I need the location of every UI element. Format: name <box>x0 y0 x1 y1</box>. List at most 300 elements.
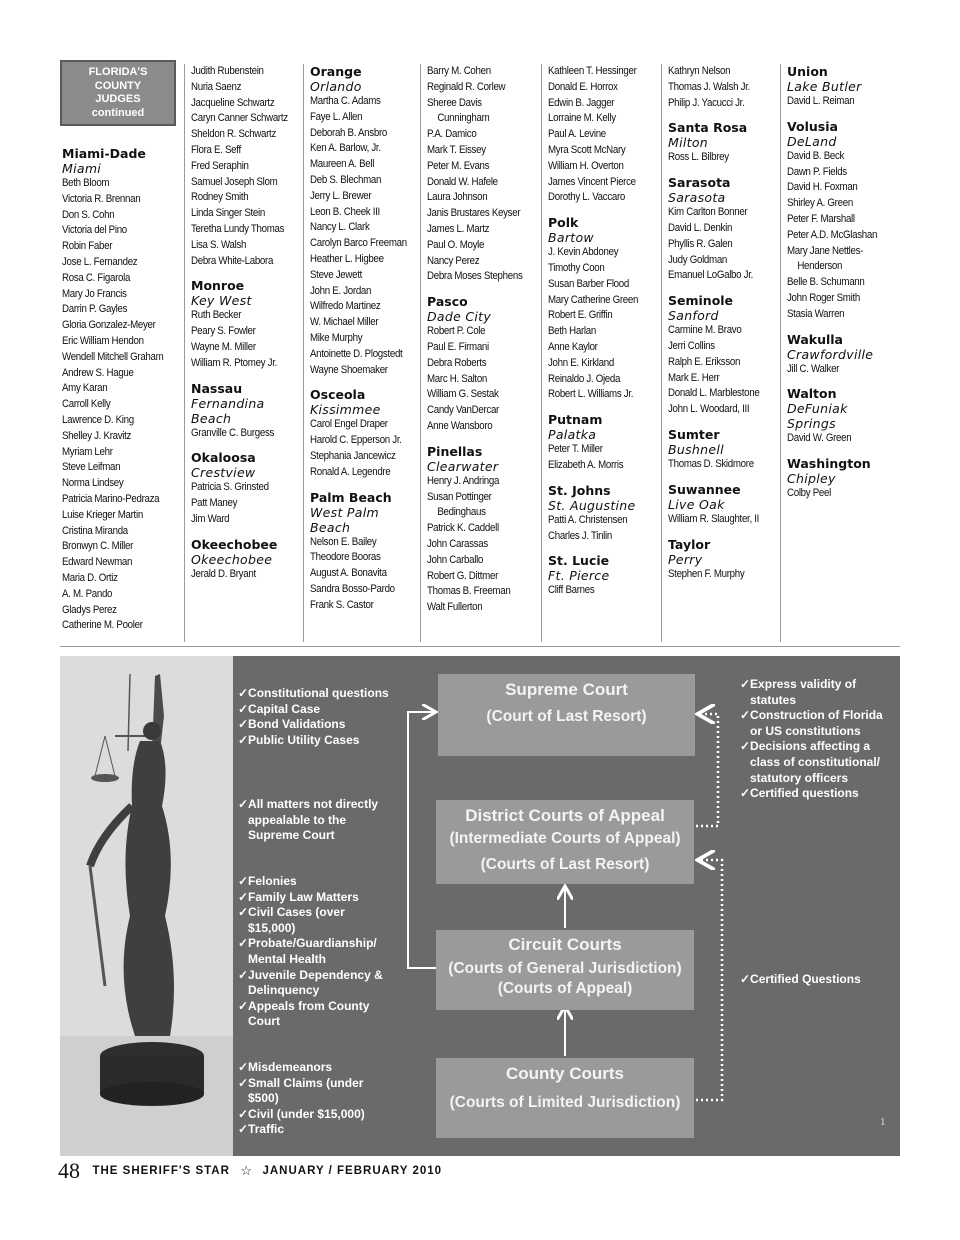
judge-name: Fred Seraphin <box>191 159 249 172</box>
judge-name: Edwin B. Jagger <box>548 96 615 109</box>
judge-name: Heather L. Higbee <box>310 252 384 265</box>
judge-name: Shelley J. Kravitz <box>62 429 132 442</box>
judge-name: Maureen A. Bell <box>310 158 375 171</box>
judge-name: Elizabeth A. Morris <box>548 458 624 471</box>
lady-justice-statue-image <box>60 656 233 1156</box>
court-title: County Courts <box>505 1064 625 1083</box>
judge-name: Patricia Marino-Pedraza <box>62 492 160 505</box>
county-name: Monroe <box>191 278 245 294</box>
county-group <box>668 175 781 284</box>
county-seat: Bartow <box>548 230 594 246</box>
county-seat: Orlando <box>310 79 362 94</box>
judge-name: Victoria del Pino <box>62 224 127 237</box>
judge-name: Edward Newman <box>62 556 133 569</box>
county-name: Pinellas <box>427 443 483 459</box>
jurisdiction-item: class of constitutional/ <box>750 754 881 769</box>
judge-name: Mark E. Herr <box>668 371 720 384</box>
judge-name: Maria D. Ortiz <box>62 571 118 584</box>
judge-name: Victoria R. Brennan <box>62 192 141 205</box>
judge-name: Flora E. Seff <box>191 143 241 156</box>
judge-name: Henderson <box>797 260 843 273</box>
supreme-court-review-list <box>740 677 883 802</box>
court-subtitle: (Courts of Last Resort) <box>480 856 650 873</box>
judges-column-1 <box>56 146 182 646</box>
judge-name: Stephania Jancewicz <box>310 449 396 462</box>
county-name: Sumter <box>668 426 720 442</box>
judge-name: Ruth Becker <box>191 309 242 322</box>
jurisdiction-item: ✓Civil Cases (over <box>238 905 345 920</box>
judge-name: Deborah B. Ansbro <box>310 126 387 139</box>
judge-name: J. Kevin Abdoney <box>548 246 619 259</box>
judge-name: Andrew S. Hague <box>62 366 134 379</box>
county-name: Putnam <box>548 412 603 428</box>
county-seat: DeFuniak Springs <box>787 401 848 432</box>
judge-name: Debra Moses Stephens <box>427 270 523 283</box>
county-seat: Chipley <box>787 471 836 487</box>
judge-name: David W. Green <box>787 432 852 445</box>
judge-name: Stephen F. Murphy <box>668 567 745 580</box>
jurisdiction-item: statutory officers <box>750 770 849 785</box>
judge-name: Jerri Collins <box>668 339 715 352</box>
county-group <box>787 386 900 447</box>
county-group <box>310 490 421 614</box>
county-name: Orange <box>310 64 362 79</box>
judge-name: Sheldon R. Schwartz <box>191 128 277 141</box>
county-group <box>310 387 421 480</box>
judge-name: Jerry L. Brewer <box>310 189 372 202</box>
judge-name: Peter M. Evans <box>427 159 490 172</box>
county-name: Palm Beach <box>310 489 392 505</box>
county-group <box>787 64 900 110</box>
judge-name: Rosa C. Figarola <box>62 271 131 284</box>
county-seat: West Palm <box>310 504 379 520</box>
jurisdiction-item: ✓Traffic <box>238 1122 285 1137</box>
county-seat: Ft. Pierce <box>548 568 610 584</box>
county-name: Seminole <box>668 293 734 309</box>
county-name: Polk <box>548 215 579 231</box>
judge-name: Linda Singer Stein <box>191 207 265 220</box>
county-seat: Sanford <box>668 308 719 324</box>
jurisdiction-item: ✓Bond Validations <box>238 717 346 732</box>
county-seat: St. Augustine <box>548 497 636 513</box>
jurisdiction-item: ✓Express validity of <box>740 677 857 691</box>
judge-name: Jill C. Walker <box>787 362 840 375</box>
jurisdiction-item: ✓Decisions affecting a <box>740 739 871 754</box>
county-name: Wakulla <box>787 331 843 347</box>
jurisdiction-item: Court <box>248 1014 280 1029</box>
jurisdiction-item: ✓Misdemeanors <box>238 1060 333 1074</box>
judge-name: Wilfredo Martinez <box>310 300 381 313</box>
judge-name: Robert P. Cole <box>427 325 486 338</box>
judge-name: Belle B. Schumann <box>787 276 865 289</box>
judge-name: Emanuel LoGalbo Jr. <box>668 269 754 282</box>
judge-name: Bronwyn C. Miller <box>62 540 134 553</box>
county-group <box>787 119 900 323</box>
county-name: Volusia <box>787 118 838 134</box>
judge-name: Dorothy L. Vaccaro <box>548 191 626 204</box>
judge-name: Peary S. Fowler <box>191 325 256 338</box>
county-seat: Crestview <box>191 465 256 481</box>
judge-name: Donald E. Horrox <box>548 80 618 93</box>
judge-name: Peter T. Miller <box>548 443 603 456</box>
county-group <box>62 146 182 634</box>
judge-name: Lorraine M. Kelly <box>548 112 616 125</box>
county-group <box>787 456 900 502</box>
judge-name: Gloria Gonzalez-Meyer <box>62 319 156 332</box>
judge-name: Don S. Cohn <box>62 208 115 221</box>
judge-name: Catherine M. Pooler <box>62 619 143 632</box>
court-subtitle: (Courts of General Jurisdiction) <box>448 960 682 977</box>
county-courts-box <box>436 1058 694 1138</box>
county-seat: Key West <box>191 293 252 309</box>
county-name: Walton <box>787 386 837 402</box>
jurisdiction-item: ✓Capital Case <box>238 701 321 716</box>
jurisdiction-item: Delinquency <box>248 983 320 998</box>
judge-name: Steve Jewett <box>310 268 363 281</box>
district-court-jurisdiction-list <box>238 797 378 844</box>
judge-name: Beth Bloom <box>62 177 110 189</box>
judge-name: Paul A. Levine <box>548 128 606 141</box>
judge-name: Paul E. Firmani <box>427 340 489 353</box>
judge-name: Carolyn Barco Freeman <box>310 237 407 250</box>
judge-name: Steve Leifman <box>62 461 121 474</box>
county-seat: Clearwater <box>427 458 499 474</box>
county-seat: Miami <box>62 161 102 176</box>
judge-name: David L. Reiman <box>787 95 855 107</box>
judge-name: Samuel Joseph Slom <box>191 175 278 188</box>
judge-name: Patt Maney <box>191 497 238 510</box>
county-group <box>668 64 781 111</box>
judge-name: Thomas J. Walsh Jr. <box>668 80 750 93</box>
county-name: Nassau <box>191 380 243 396</box>
county-seat: Dade City <box>427 309 492 325</box>
header-line: COUNTY <box>94 79 142 92</box>
judge-name: Mark T. Eissey <box>427 143 486 156</box>
county-name: St. Johns <box>548 482 611 498</box>
jurisdiction-item: statutes <box>750 692 797 707</box>
jurisdiction-item: Mental Health <box>248 951 327 966</box>
judge-name: Thomas D. Skidmore <box>668 457 754 470</box>
county-seat: Beach <box>191 410 232 426</box>
header-line: continued <box>91 106 145 119</box>
judge-name: Patrick K. Caddell <box>427 522 499 535</box>
judge-name: Jacqueline Schwartz <box>191 96 275 109</box>
figure-page-mark: 1 <box>880 1116 886 1128</box>
judge-name: Debra Roberts <box>427 356 487 369</box>
judge-name: Leon B. Cheek III <box>310 205 380 218</box>
judge-name: David H. Foxman <box>787 181 858 194</box>
judge-name: Laura Johnson <box>427 191 488 204</box>
certified-questions-list <box>740 972 861 988</box>
county-group <box>191 537 302 583</box>
jurisdiction-item: ✓Appeals from County <box>238 998 370 1013</box>
district-courts-of-appeal-box <box>436 800 694 884</box>
judge-name: William G. Sestak <box>427 388 499 401</box>
judge-name: Amy Karan <box>62 382 108 395</box>
judge-name: Philip J. Yacucci Jr. <box>668 96 745 109</box>
judge-name: Phyllis R. Galen <box>668 237 733 250</box>
county-seat: DeLand <box>787 133 837 149</box>
judge-name: Donald L. Marblestone <box>668 387 760 400</box>
judge-name: Stasia Warren <box>787 307 845 320</box>
judge-name: David B. Beck <box>787 149 845 162</box>
judge-name: Robert E. Griffin <box>548 309 613 322</box>
judge-name: Luise Krieger Martin <box>62 508 143 521</box>
judge-name: Reinaldo J. Ojeda <box>548 372 621 385</box>
county-seat: Milton <box>668 135 709 151</box>
county-group <box>548 483 661 545</box>
county-name: Pasco <box>427 294 468 310</box>
county-group <box>787 332 900 378</box>
judge-name: Henry J. Andringa <box>427 474 500 487</box>
judge-name: Nuria Saenz <box>191 80 242 93</box>
page-number: 48 <box>58 1158 80 1183</box>
judge-name: Shirley A. Green <box>787 197 853 210</box>
judge-name: Kathleen T. Hessinger <box>548 65 637 77</box>
judge-name: Ronald A. Legendre <box>310 465 391 478</box>
county-group <box>427 444 540 616</box>
judge-name: Mary Jo Francis <box>62 287 127 300</box>
judge-name: Colby Peel <box>787 487 831 500</box>
county-name: Taylor <box>668 536 711 552</box>
county-name: Washington <box>787 456 871 472</box>
county-name: Santa Rosa <box>668 120 748 136</box>
header-line: FLORIDA'S <box>88 66 148 78</box>
county-name: St. Lucie <box>548 553 610 569</box>
judge-name: William H. Overton <box>548 159 624 172</box>
county-group <box>310 64 421 378</box>
judge-name: Carmine M. Bravo <box>668 324 742 337</box>
jurisdiction-item: ✓Probate/Guardianship/ <box>238 936 377 951</box>
judge-name: Ralph E. Eriksson <box>668 355 741 368</box>
judge-name: Robert L. Williams Jr. <box>548 388 634 401</box>
judge-name: Myra Scott McNary <box>548 143 626 156</box>
section-header-box <box>60 60 176 126</box>
judge-name: Peter A.D. McGlashan <box>787 228 878 241</box>
county-seat: Kissimmee <box>310 402 381 418</box>
county-seat: Fernandina <box>191 395 265 411</box>
judge-name: Jerald D. Bryant <box>191 567 256 580</box>
court-title: Circuit Courts <box>508 935 622 954</box>
jurisdiction-item: $15,000) <box>248 920 296 935</box>
circuit-court-jurisdiction-list <box>238 874 383 1030</box>
publication-name: THE SHERIFF'S STAR <box>92 1165 230 1177</box>
county-name: Miami-Dade <box>62 146 146 161</box>
judge-name: Nancy Perez <box>427 254 480 267</box>
jurisdiction-item: ✓Juvenile Dependency & <box>238 967 383 982</box>
county-group <box>191 64 302 269</box>
county-name: Union <box>787 64 828 79</box>
court-title: District Courts of Appeal <box>465 806 665 825</box>
judge-name: Deb S. Blechman <box>310 173 382 186</box>
supreme-court-box <box>438 674 695 756</box>
county-group <box>668 537 781 583</box>
county-seat: Beach <box>310 519 351 535</box>
judge-name: Harold C. Epperson Jr. <box>310 434 402 447</box>
judge-name: Susan Pottinger <box>427 490 492 503</box>
judges-column-2 <box>184 64 302 642</box>
page-footer <box>58 1158 442 1184</box>
jurisdiction-item: appealable to the <box>248 812 347 827</box>
jurisdiction-item: or US constitutions <box>750 723 861 738</box>
judge-name: Wayne Shoemaker <box>310 363 388 376</box>
county-name: Sarasota <box>668 175 731 191</box>
judge-name: Eric William Hendon <box>62 334 144 347</box>
county-group <box>668 120 781 166</box>
jurisdiction-item: ✓Felonies <box>238 874 297 888</box>
judge-name: Frank S. Castor <box>310 598 374 611</box>
jurisdiction-item: ✓Certified Questions <box>740 972 861 986</box>
county-group <box>668 482 781 528</box>
judge-name: Debra White-Labora <box>191 254 274 267</box>
court-subtitle: (Court of Last Resort) <box>486 708 647 725</box>
judge-name: Nancy L. Clark <box>310 221 370 234</box>
judges-column-5 <box>541 64 661 642</box>
judge-name: Kim Carlton Bonner <box>668 206 748 219</box>
judge-name: Mike Murphy <box>310 331 363 344</box>
judge-name: Mary Catherine Green <box>548 293 639 306</box>
jurisdiction-item: Supreme Court <box>248 828 335 843</box>
county-group <box>548 64 661 206</box>
judge-name: Caryn Canner Schwartz <box>191 112 288 125</box>
county-name: Okeechobee <box>191 536 278 552</box>
judge-name: Carol Engel Draper <box>310 418 388 431</box>
judge-name: Faye L. Allen <box>310 110 363 123</box>
judge-name: Wendell Mitchell Graham <box>62 350 164 363</box>
judge-name: Robert G. Dittmer <box>427 569 499 582</box>
judge-name: Jose L. Fernandez <box>62 255 138 268</box>
county-seat: Crawfordville <box>787 346 874 362</box>
judge-name: Peter F. Marshall <box>787 212 855 225</box>
county-seat: Bushnell <box>668 441 724 457</box>
judge-name: Martha C. Adams <box>310 95 381 107</box>
judge-name: Patti A. Christensen <box>548 513 628 526</box>
judge-name: Beth Harlan <box>548 325 596 338</box>
judge-name: Anne Wansboro <box>427 419 493 432</box>
judge-name: David L. Denkin <box>668 221 733 234</box>
judge-name: Gladys Perez <box>62 603 117 616</box>
judge-name: Myriam Lehr <box>62 445 113 458</box>
judge-name: Barry M. Cohen <box>427 65 491 77</box>
judge-name: Darrin P. Gayles <box>62 303 128 316</box>
supreme-court-jurisdiction-list <box>238 686 389 748</box>
judge-name: Granville C. Burgess <box>191 426 275 439</box>
judge-name: Sheree Davis <box>427 96 482 109</box>
judge-name: William R. Ptomey Jr. <box>191 356 277 369</box>
judge-name: Teretha Lundy Thomas <box>191 222 285 235</box>
jurisdiction-item: ✓Civil (under $15,000) <box>238 1106 365 1121</box>
judge-name: Ken A. Barlow, Jr. <box>310 142 381 155</box>
county-group <box>668 427 781 473</box>
court-structure-diagram <box>60 656 900 1156</box>
header-line: JUDGES <box>95 93 141 105</box>
judge-name: Theodore Booras <box>310 551 381 564</box>
county-seat: Palatka <box>548 427 597 443</box>
county-group <box>548 215 661 403</box>
judge-name: Sandra Bosso-Pardo <box>310 582 395 595</box>
judge-name: William R. Slaughter, II <box>668 512 760 525</box>
county-seat: Lake Butler <box>787 79 862 94</box>
judge-name: W. Michael Miller <box>310 316 379 329</box>
county-group <box>191 278 302 371</box>
jurisdiction-item: ✓Family Law Matters <box>238 889 359 904</box>
judge-name: Marc H. Salton <box>427 372 488 385</box>
judge-name: John L. Woodard, III <box>668 403 750 416</box>
judge-name: Donald W. Hafele <box>427 175 498 188</box>
judge-name: John E. Jordan <box>310 284 372 297</box>
judges-column-6 <box>661 64 781 642</box>
jurisdiction-item: ✓All matters not directly <box>238 797 379 811</box>
judges-column-7 <box>780 64 900 642</box>
county-group <box>668 293 781 418</box>
judge-name: Timothy Coon <box>548 261 605 274</box>
county-group <box>548 412 661 474</box>
judges-column-3 <box>303 64 421 642</box>
judge-name: Kathryn Nelson <box>668 65 731 77</box>
judge-name: John Carassas <box>427 537 488 550</box>
judge-name: Nelson E. Bailey <box>310 535 377 548</box>
county-group <box>427 64 540 285</box>
judge-name: Antoinette D. Plogstedt <box>310 347 403 360</box>
judge-name: John Carballo <box>427 553 484 566</box>
judge-name: Reginald R. Corlew <box>427 80 506 93</box>
jurisdiction-item: ✓Public Utility Cases <box>238 732 360 747</box>
judge-name: Thomas B. Freeman <box>427 585 511 598</box>
judge-name: Paul O. Moyle <box>427 238 485 251</box>
court-title: Supreme Court <box>505 680 628 699</box>
county-group <box>191 381 302 442</box>
judge-name: A. M. Pando <box>62 587 113 600</box>
judge-name: Anne Kaylor <box>548 340 598 353</box>
judge-name: Susan Barber Flood <box>548 277 630 290</box>
judge-name: Walt Fullerton <box>427 601 483 614</box>
county-name: Okaloosa <box>191 450 256 466</box>
issue-date: JANUARY / FEBRUARY 2010 <box>262 1165 443 1177</box>
section-divider <box>60 646 900 647</box>
judge-name: Ross L. Bilbrey <box>668 151 729 164</box>
county-name: Suwannee <box>668 481 741 497</box>
county-seat: Sarasota <box>668 190 726 206</box>
judge-name: Lisa S. Walsh <box>191 238 247 251</box>
judge-name: August A. Bonavita <box>310 567 387 580</box>
county-seat: Okeechobee <box>191 551 273 567</box>
judge-name: Wayne M. Miller <box>191 340 256 353</box>
judge-name: Candy VanDercar <box>427 404 499 417</box>
judge-name: P.A. Damico <box>427 128 477 141</box>
judge-name: Norma Lindsey <box>62 477 124 490</box>
judge-name: Judith Rubenstein <box>191 65 264 77</box>
judge-name: Carroll Kelly <box>62 398 111 411</box>
judge-name: Dawn P. Fields <box>787 165 847 178</box>
county-court-jurisdiction-list <box>238 1060 365 1138</box>
court-subtitle: (Courts of Limited Jurisdiction) <box>449 1094 681 1111</box>
county-group <box>427 294 540 435</box>
judge-name: Mary Jane Nettles- <box>787 244 864 257</box>
jurisdiction-item: ✓Constitutional questions <box>238 686 389 700</box>
county-name: Osceola <box>310 387 366 403</box>
judge-name: Bedinghaus <box>437 506 486 519</box>
judge-name: Cliff Barnes <box>548 584 595 597</box>
jurisdiction-item: ✓Construction of Florida <box>740 708 883 723</box>
circuit-courts-box <box>436 930 694 1010</box>
star-icon: ☆ <box>240 1163 253 1178</box>
judge-name: Charles J. Tinlin <box>548 529 613 542</box>
jurisdiction-item: $500) <box>248 1091 279 1106</box>
county-seat: Perry <box>668 551 703 567</box>
judges-column-4 <box>420 64 540 642</box>
judge-name: John Roger Smith <box>787 291 860 304</box>
judge-name: Jim Ward <box>191 512 230 525</box>
